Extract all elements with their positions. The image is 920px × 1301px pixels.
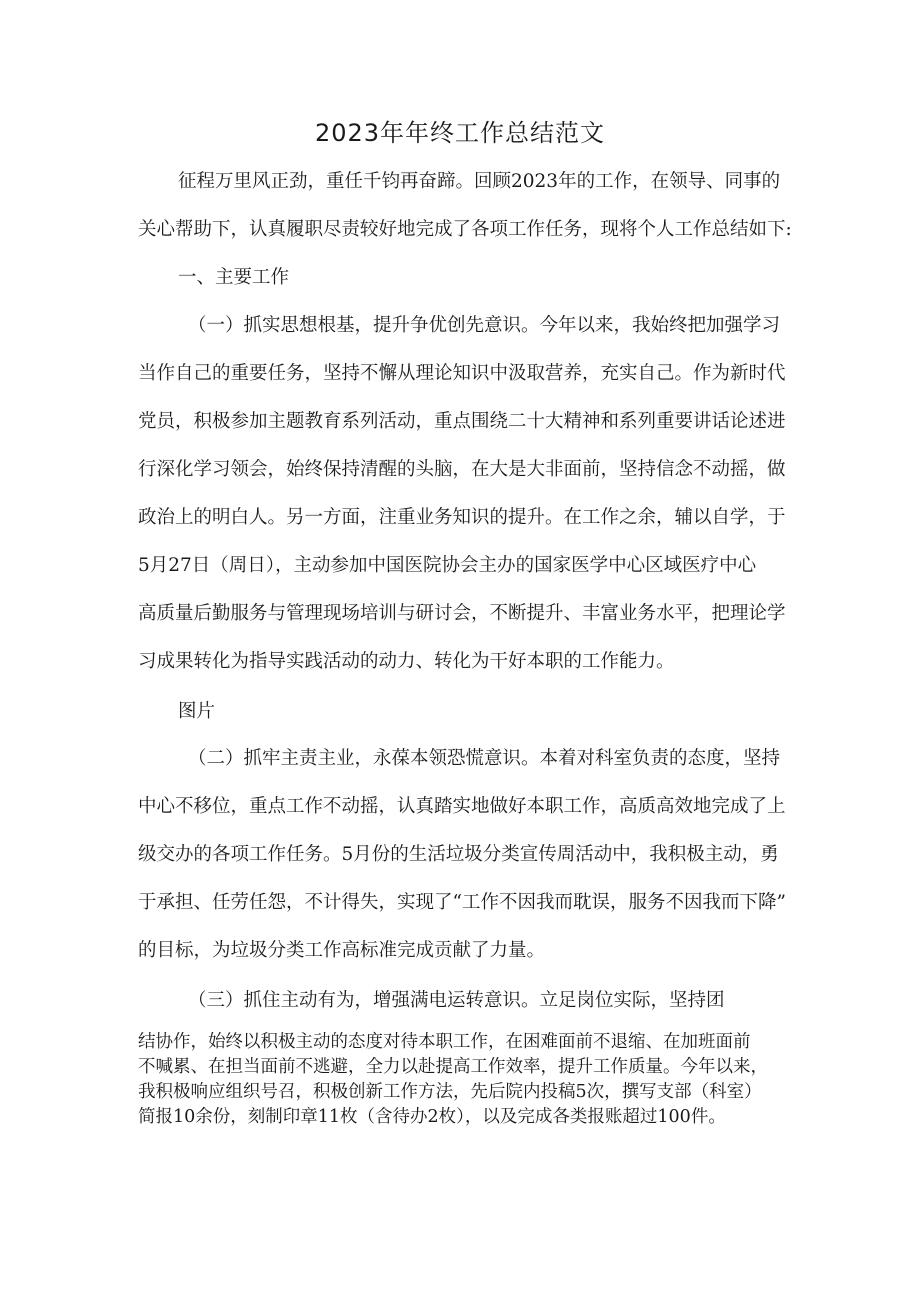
paragraph-line: 习成果转化为指导实践活动的动力、转化为干好本职的工作能力。	[138, 651, 675, 672]
paragraph-line: 征程万里风正劲，重任千钧再奋蹄。回顾2023年的工作，在领导、同事的	[178, 171, 781, 192]
paragraph-line: （一）抓实思想根基，提升争优创先意识。今年以来，我始终把加强学习	[188, 315, 781, 336]
paragraph-line: 政治上的明白人。另一方面，注重业务知识的提升。在工作之余，辅以自学，于	[138, 507, 786, 528]
paragraph-line: 高质量后勤服务与管理现场培训与研讨会，不断提升、丰富业务水平，把理论学	[138, 603, 786, 624]
paragraph-line: 结协作，始终以积极主动的态度对待本职工作，在困难面前不退缩、在加班面前	[138, 1032, 751, 1052]
paragraph-line: 我积极响应组织号召，积极创新工作方法，先后院内投稿5次，撰写支部（科室）	[138, 1082, 762, 1102]
paragraph-line: 简报10余份，刻制印章11枚（含待办2枚），以及完成各类报账超过100件。	[138, 1107, 726, 1127]
paragraph-line: 于承担、任劳任怨，不计得失，实现了“工作不因我而耽误，服务不因我而下降”	[138, 892, 786, 913]
paragraph-line: 当作自己的重要任务，坚持不懈从理论知识中汲取营养，充实自己。作为新时代	[138, 363, 786, 384]
paragraph-line: （三）抓住主动有为，增强满电运转意识。立足岗位实际，坚持团	[188, 990, 725, 1011]
paragraph-line: 党员，积极参加主题教育系列活动，重点围绕二十大精神和系列重要讲话论述进	[138, 411, 786, 432]
section-heading: 一、主要工作	[178, 267, 290, 288]
document-title: 2023年年终工作总结范文	[314, 119, 606, 147]
image-placeholder-label: 图片	[178, 701, 216, 722]
paragraph-line: 中心不移位，重点工作不动摇，认真踏实地做好本职工作，高质高效地完成了上	[138, 796, 786, 817]
paragraph-line: 级交办的各项工作任务。5月份的生活垃圾分类宣传周活动中，我积极主动，勇	[138, 844, 779, 865]
paragraph-line: （二）抓牢主责主业，永葆本领恐慌意识。本着对科室负责的态度，坚持	[188, 748, 781, 769]
paragraph-line: 行深化学习领会，始终保持清醒的头脑，在大是大非面前，坚持信念不动摇，做	[138, 459, 786, 480]
paragraph-line: 5月27日（周日），主动参加中国医院协会主办的国家医学中心区域医疗中心	[138, 555, 757, 576]
paragraph-line: 不喊累、在担当面前不逃避，全力以赴提高工作效率，提升工作质量。今年以来，	[138, 1057, 768, 1077]
paragraph-line: 的目标，为垃圾分类工作高标准完成贡献了力量。	[138, 940, 546, 961]
paragraph-line: 关心帮助下，认真履职尽责较好地完成了各项工作任务，现将个人工作总结如下:	[138, 219, 792, 240]
